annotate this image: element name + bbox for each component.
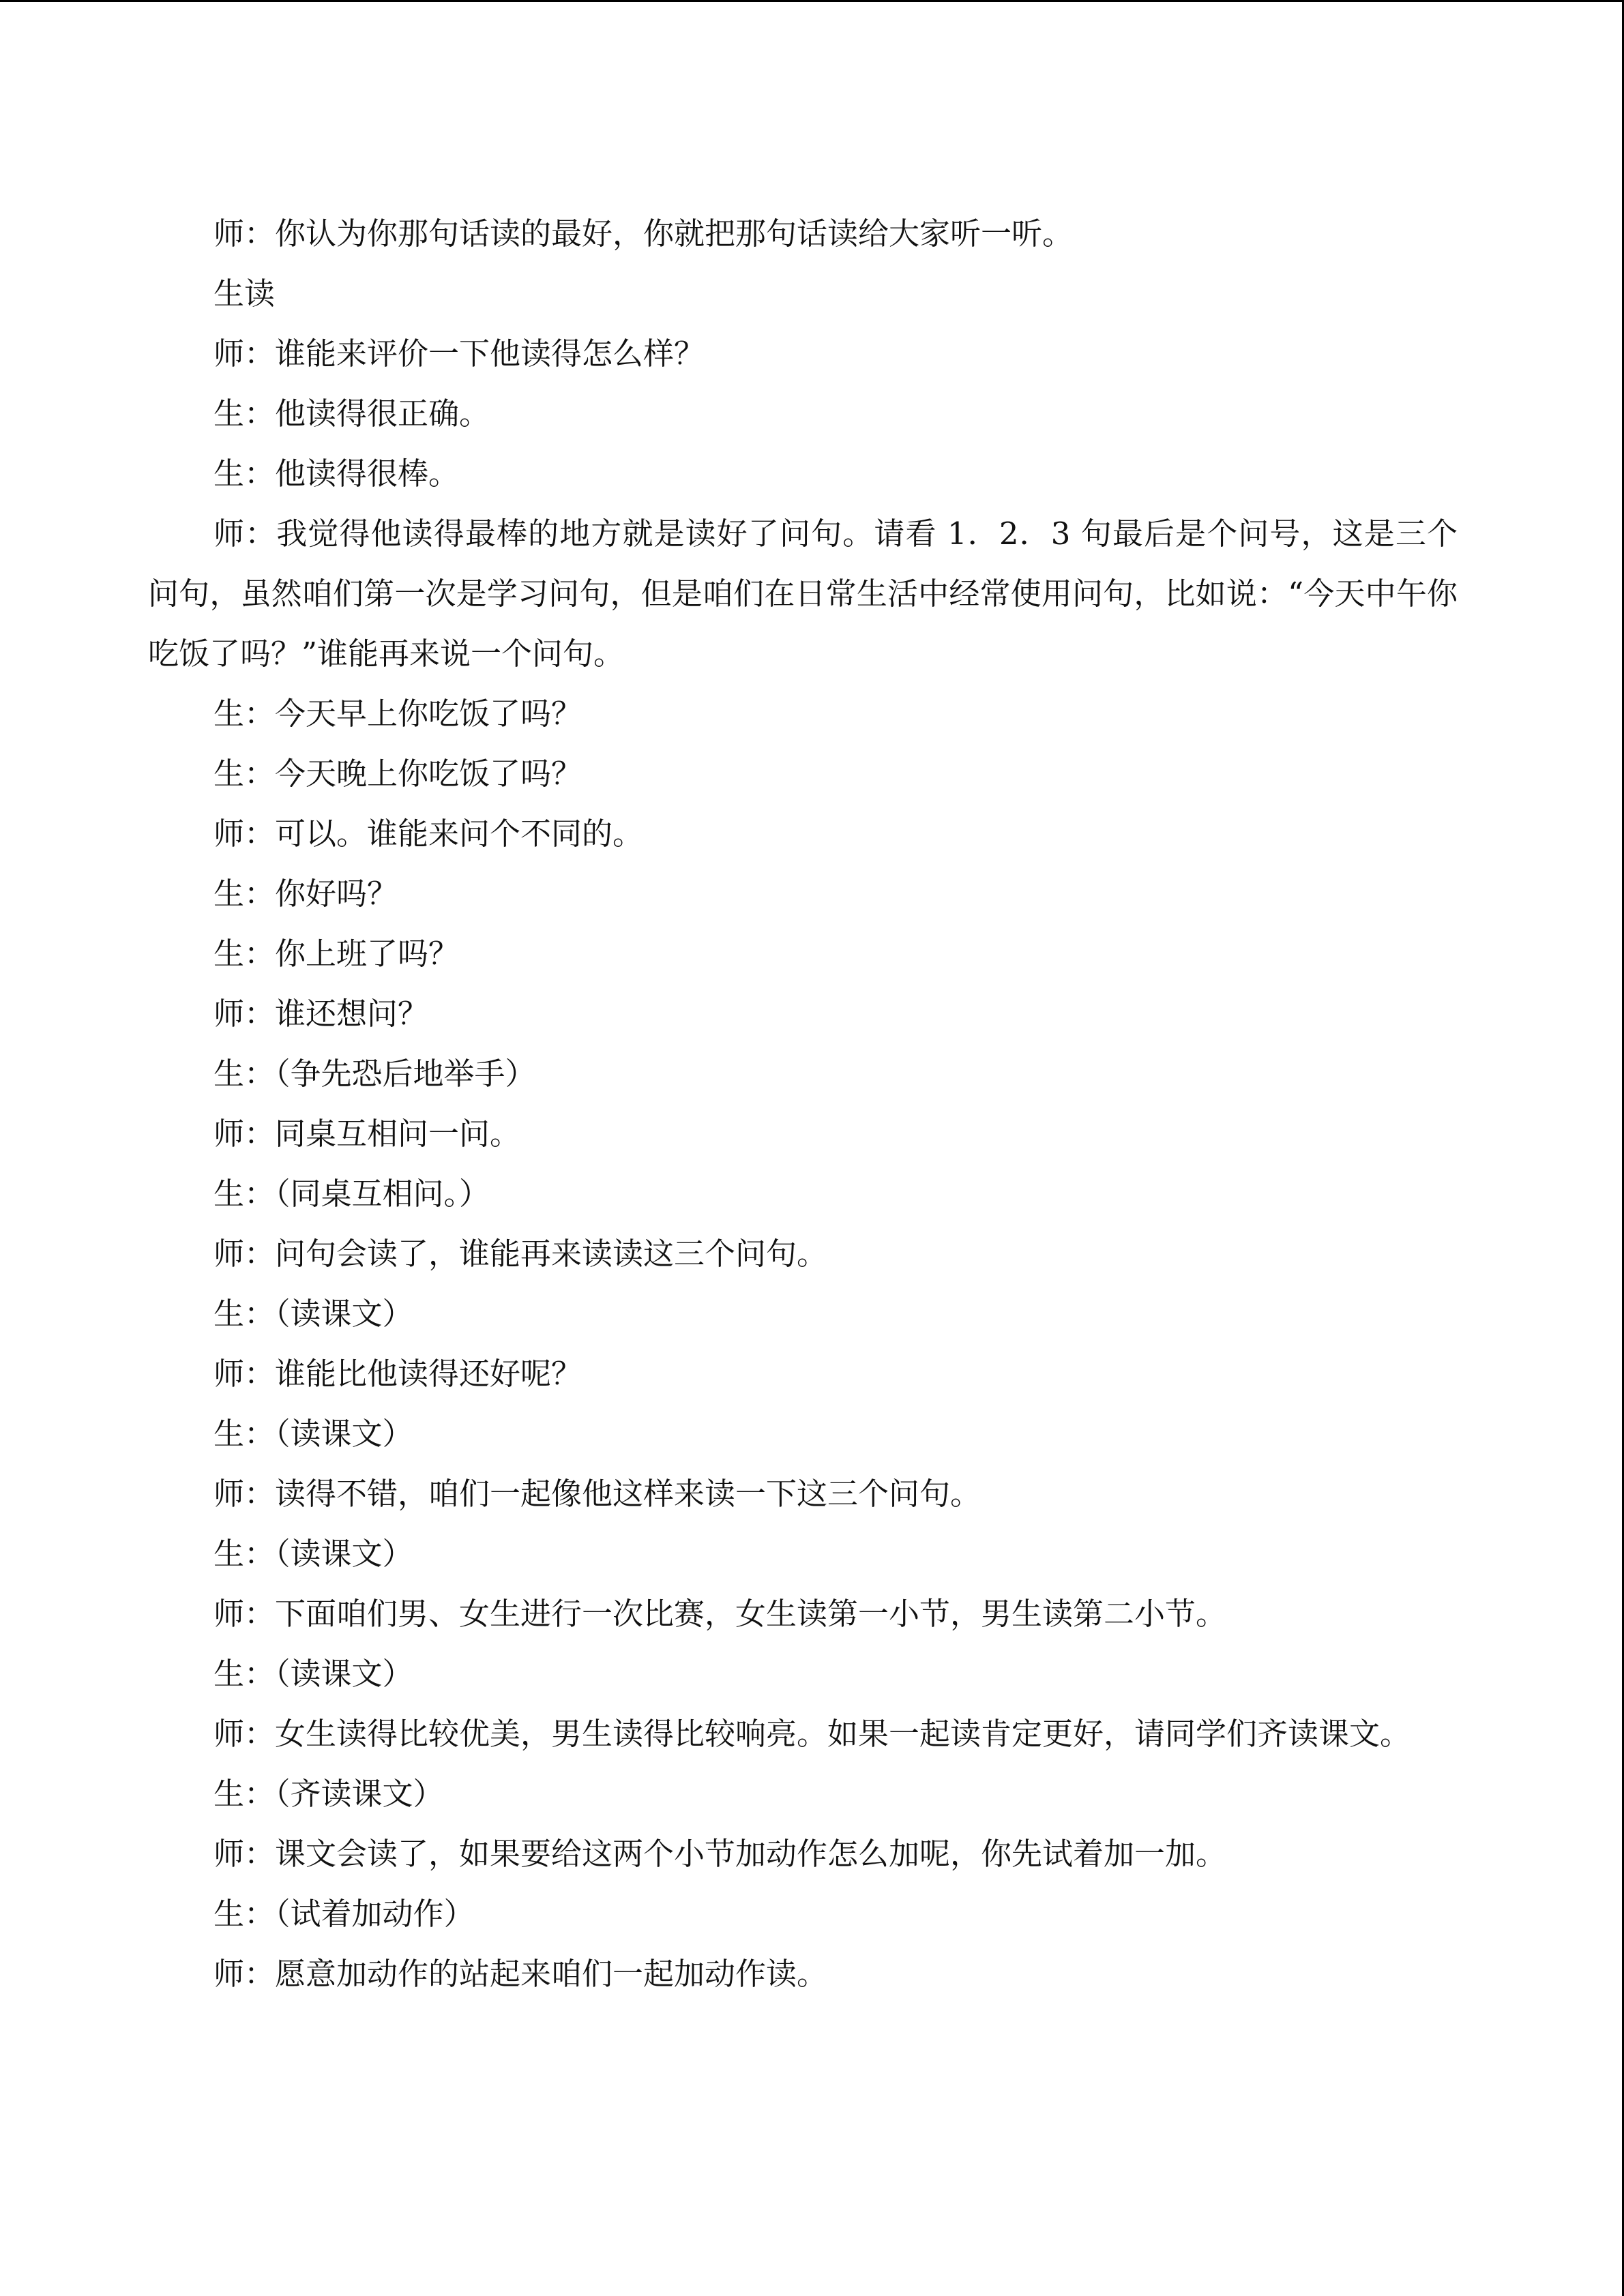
paragraph: 生：今天早上你吃饭了吗？	[213, 696, 582, 732]
paragraph: 生：（读课文）	[213, 1416, 413, 1452]
paragraph: 师：问句会读了，谁能再来读读这三个问句。	[213, 1236, 828, 1272]
paragraph: 生：今天晚上你吃饭了吗？	[213, 756, 582, 792]
paragraph: 生：他读得很正确。	[213, 396, 490, 432]
paragraph: 师：谁能比他读得还好呢？	[213, 1356, 582, 1392]
paragraph: 生：（试着加动作）	[213, 1896, 475, 1932]
paragraph: 生：他读得很棒。	[213, 456, 460, 492]
paragraph: 生：你上班了吗？	[213, 936, 460, 972]
paragraph: 师：谁能来评价一下他读得怎么样？	[213, 336, 705, 372]
paragraph: 师：女生读得比较优美，男生读得比较响亮。如果一起读肯定更好，请同学们齐读课文。	[213, 1716, 1411, 1752]
paragraph: 师：你认为你那句话读的最好，你就把那句话读给大家听一听。	[213, 215, 1074, 252]
paragraph: 生：（读课文）	[213, 1536, 413, 1572]
paragraph: 师：可以。谁能来问个不同的。	[213, 816, 644, 852]
paragraph: 生读	[213, 275, 276, 312]
paragraph: 师：课文会读了，如果要给这两个小节加动作怎么加呢，你先试着加一加。	[213, 1836, 1227, 1872]
paragraph: 生：（争先恐后地举手）	[213, 1056, 536, 1092]
document-body	[148, 204, 1458, 2004]
paragraph: 生：（同桌互相问。）	[213, 1176, 490, 1212]
paragraph: 师：谁还想问？	[213, 996, 429, 1032]
paragraph: 师：我觉得他读得最棒的地方就是读好了问句。请看 1．2．3 句最后是个问号，这是三个问句，虽然咱们第一次是学习问句，但是咱们在日常生活中经常使用问句，比如说：“今天中午你吃饭了吗？”谁能再来说一个问句。	[148, 516, 1458, 672]
paragraph: 生：（读课文）	[213, 1296, 413, 1332]
paragraph: 生：你好吗？	[213, 876, 398, 912]
paragraph: 生：（读课文）	[213, 1656, 413, 1692]
paragraph: 师：下面咱们男、女生进行一次比赛，女生读第一小节，男生读第二小节。	[213, 1596, 1227, 1632]
paragraph: 师：读得不错，咱们一起像他这样来读一下这三个问句。	[213, 1476, 981, 1512]
paragraph: 生：（齐读课文）	[213, 1776, 444, 1812]
paragraph: 师：愿意加动作的站起来咱们一起加动作读。	[213, 1956, 828, 1992]
paragraph: 师：同桌互相问一问。	[213, 1116, 521, 1152]
